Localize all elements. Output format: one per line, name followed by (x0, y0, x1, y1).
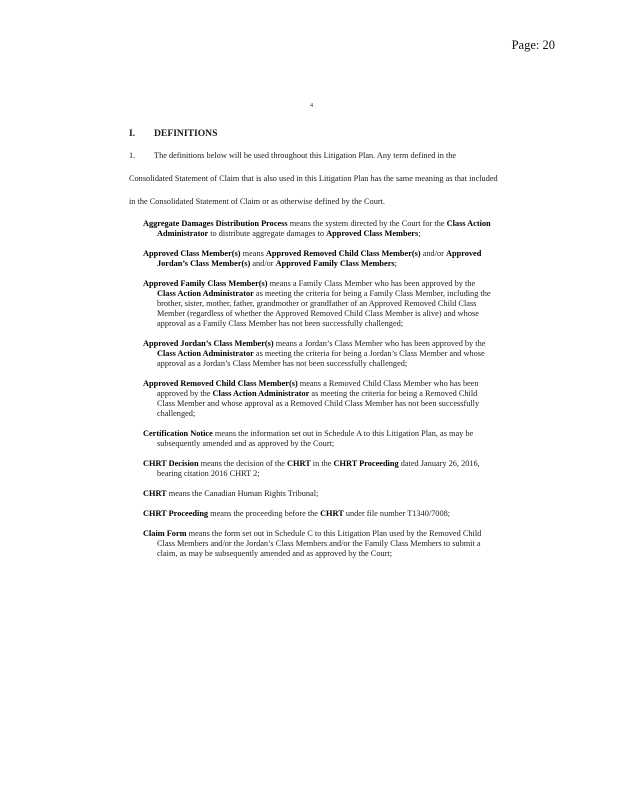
definition-text: to distribute aggregate damages to (208, 229, 327, 238)
definition-text: and/or (250, 259, 276, 268)
defined-term-reference: Class Action Administrator (157, 219, 491, 238)
section-number: I. (129, 128, 136, 139)
intro-paragraph (129, 144, 499, 213)
defined-term-reference: Approved Family Class Members (275, 259, 395, 268)
definitions-list (143, 219, 493, 569)
defined-term-reference: Approved Jordan’s Class Member(s) (157, 249, 482, 268)
definition-text: means the form set out in Schedule C to this Litigation Plan used by the Removed Child Class Members and/or the Jordan’s Class Members and/or the Family Class Members to submit a claim, as may be subsequently amended and as approved by the Court; (157, 529, 482, 558)
definition-text: under file number T1340/7008; (343, 509, 451, 518)
definition-term: Certification Notice (143, 429, 213, 438)
definition-text: as meeting the criteria for being a Family Class Member, including the brother, sister, mother, father, grandmother or grandfather of an Approved Removed Child Class Member (regardless of whether the Approved Removed Child Class Member is alive) and whose approval as a Family Class Member has not been successfully challenged; (157, 289, 491, 328)
definition-text: means the Canadian Human Rights Tribunal; (166, 489, 319, 498)
section-heading (129, 128, 217, 139)
definition-term: Aggregate Damages Distribution Process (143, 219, 288, 228)
definition-item (143, 249, 493, 269)
definition-item (143, 529, 493, 559)
defined-term-reference: Class Action Administrator (157, 289, 254, 298)
defined-term-reference: CHRT (320, 509, 344, 518)
definition-text: means a Jordan’s Class Member who has been approved by the (273, 339, 486, 348)
defined-term-reference: CHRT (287, 459, 311, 468)
definition-text: means (240, 249, 266, 258)
section-title: DEFINITIONS (154, 128, 218, 139)
definition-text: and/or (420, 249, 446, 258)
definition-item (143, 489, 493, 499)
definition-text: means the proceeding before the (208, 509, 321, 518)
defined-term-reference: CHRT Proceeding (333, 459, 399, 468)
definition-text: as meeting the criteria for being a Jordan’s Class Member and whose approval as a Jordan’s Class Member has not been successfully challenged; (157, 349, 485, 368)
definition-item (143, 509, 493, 519)
definition-term: Approved Removed Child Class Member(s) (143, 379, 298, 388)
definition-term: Approved Class Member(s) (143, 249, 241, 258)
definition-term: CHRT (143, 489, 167, 498)
definition-text: means the information set out in Schedule A to this Litigation Plan, as may be subsequently amended and as approved by the Court; (157, 429, 474, 448)
definition-text: means a Removed Child Class Member who has been approved by the (157, 379, 479, 398)
definition-term: CHRT Proceeding (143, 509, 209, 518)
definition-text: dated January 26, 2016, bearing citation 2016 CHRT 2; (157, 459, 480, 478)
defined-term-reference: Approved Removed Child Class Member(s) (265, 249, 421, 258)
definition-item (143, 429, 493, 449)
definition-text: ; (394, 259, 397, 268)
definition-text: as meeting the criteria for being a Removed Child Class Member and whose approval as a Removed Child Class Member has not been successfully challenged; (157, 389, 480, 418)
page-label: Page: 20 (511, 38, 555, 52)
definition-text: means the decision of the (198, 459, 288, 468)
definition-text: in the (310, 459, 334, 468)
definition-item (143, 459, 493, 479)
paragraph-text: The definitions below will be used throughout this Litigation Plan. Any term defined in the Consolidated Statement of Claim that is also used in this Litigation Plan has the same meaning as that included in the Consolidated Statement of Claim or as otherwise defined by the Court. (129, 151, 498, 206)
defined-term-reference: Approved Class Members (326, 229, 419, 238)
definition-term: Approved Jordan’s Class Member(s) (143, 339, 274, 348)
definition-term: Claim Form (143, 529, 187, 538)
definition-text: means the system directed by the Court for the (287, 219, 447, 228)
definition-item (143, 379, 493, 419)
definition-term: Approved Family Class Member(s) (143, 279, 268, 288)
paragraph-number: 1. (129, 151, 136, 160)
definition-item (143, 219, 493, 239)
page-number: 4 (309, 102, 314, 109)
definition-item (143, 279, 493, 329)
definition-item (143, 339, 493, 369)
definition-term: CHRT Decision (143, 459, 199, 468)
definition-text: ; (418, 229, 421, 238)
defined-term-reference: Class Action Administrator (212, 389, 310, 398)
definition-text: means a Family Class Member who has been approved by the (267, 279, 476, 288)
defined-term-reference: Class Action Administrator (157, 349, 254, 358)
